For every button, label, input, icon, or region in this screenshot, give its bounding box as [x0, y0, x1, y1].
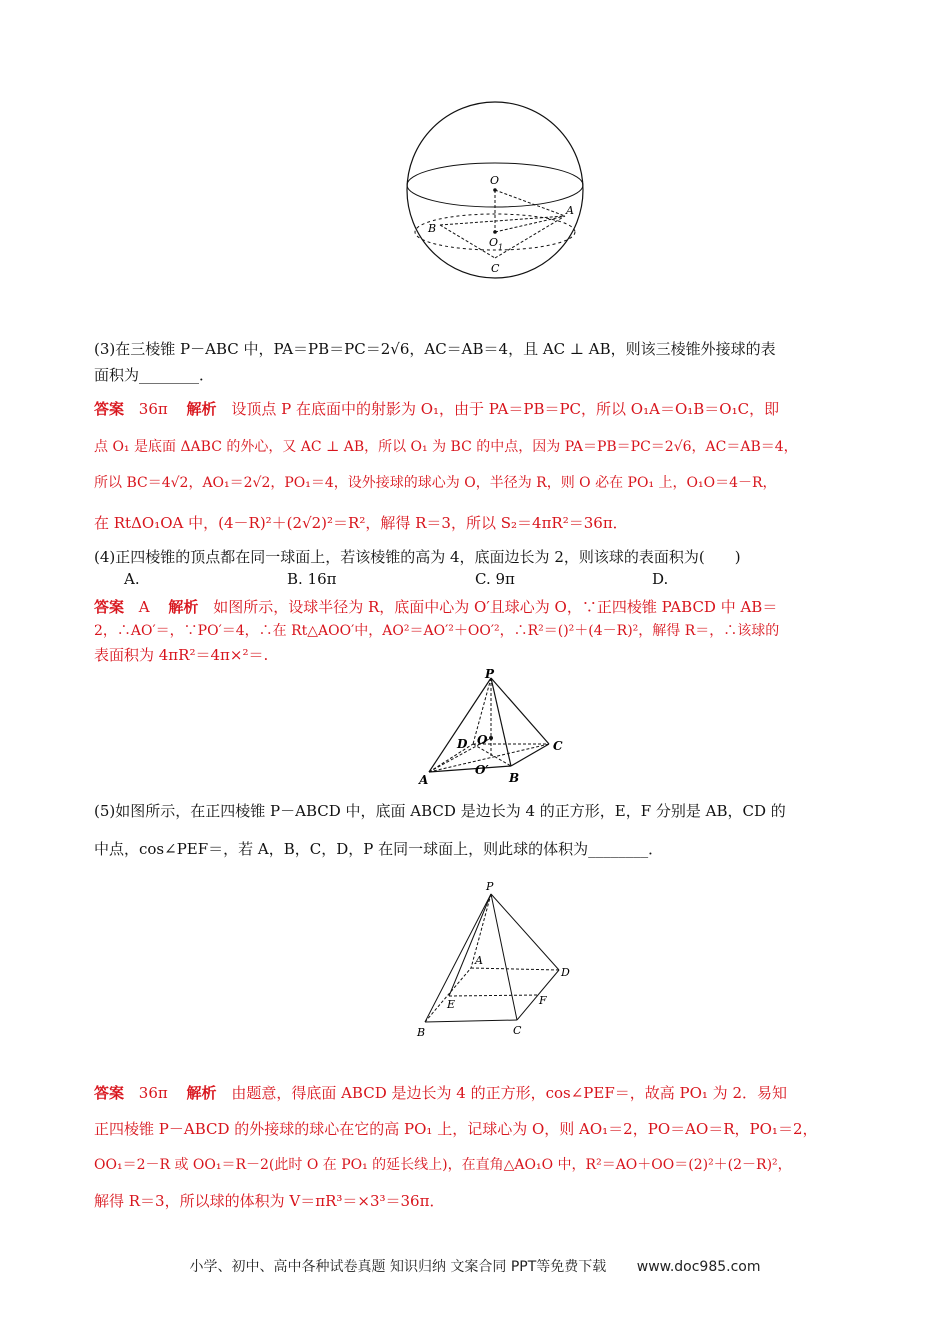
- analysis-text: 设顶点 P 在底面中的射影为 O₁，由于 PA＝PB＝PC，所以 O₁A＝O₁B＝O₁C，即: [231, 400, 780, 418]
- label-d: D: [561, 966, 570, 979]
- label-b: B: [417, 1026, 426, 1039]
- analysis-label: 解析: [186, 400, 217, 418]
- a4-line3: 表面积为 4πR²＝4π×²＝.: [94, 646, 269, 664]
- label-b: B: [509, 771, 520, 785]
- label-o: O: [477, 733, 488, 747]
- sphere-figure: [400, 100, 600, 290]
- page-footer: [0, 1256, 950, 1276]
- q4-option-a: A.: [124, 570, 140, 588]
- a5-line2: 正四棱锥 P－ABCD 的外接球的球心在它的高 PO₁ 上，记球心为 O，则 AO₁＝2，PO＝AO＝R，PO₁＝2，: [94, 1120, 818, 1138]
- answer-value: 36π: [138, 400, 168, 418]
- a5-line1: [94, 1082, 864, 1104]
- label-c: C: [491, 262, 500, 275]
- label-f: F: [539, 994, 547, 1007]
- q3-line2: 面积为________．: [94, 366, 215, 384]
- analysis-text: 如图所示，设球半径为 R，底面中心为 O′且球心为 O，∵正四棱锥 PABCD 中 AB＝: [213, 598, 778, 616]
- label-a: A: [566, 204, 574, 217]
- q3-line1: (3)在三棱锥 P－ABC 中，PA＝PB＝PC＝2√6，AC＝AB＝4，且 AC ⊥ AB，则该三棱锥外接球的表: [94, 340, 776, 358]
- answer-label: 答案: [94, 400, 125, 418]
- label-a: A: [419, 773, 429, 787]
- q5-line1: (5)如图所示，在正四棱锥 P－ABCD 中，底面 ABCD 是边长为 4 的正方形，E，F 分别是 AB，CD 的: [94, 802, 786, 820]
- footer-url[interactable]: www.doc985.com: [636, 1259, 761, 1275]
- pyramid-figure-1: [415, 666, 575, 792]
- q4-option-b: B. 16π: [287, 570, 337, 588]
- analysis-label: 解析: [168, 598, 199, 616]
- label-o1-sub: 1: [498, 243, 504, 252]
- label-b: B: [428, 222, 437, 235]
- a3-line2: 点 O₁ 是底面 ΔABC 的外心，又 AC ⊥ AB，所以 O₁ 为 BC 的中点，因为 PA＝PB＝PC＝2√6，AC＝AB＝4，: [94, 439, 798, 455]
- label-p: P: [485, 667, 495, 681]
- q4-option-d: D.: [652, 570, 669, 588]
- label-o1: O: [489, 236, 499, 249]
- label-d: D: [457, 737, 468, 751]
- answer-value: 36π: [138, 1084, 168, 1102]
- label-p: P: [486, 880, 494, 893]
- q4-option-c: C. 9π: [475, 570, 515, 588]
- answer-label: 答案: [94, 598, 125, 616]
- pyramid-figure-2: [405, 876, 595, 1042]
- label-c: C: [513, 1024, 522, 1037]
- a3-line3: 所以 BC＝4√2，AO₁＝2√2，PO₁＝4，设外接球的球心为 O，半径为 R，则 O 必在 PO₁ 上，O₁O＝4－R，: [94, 475, 777, 491]
- answer-value: A: [138, 598, 150, 616]
- a4-line1: [94, 596, 864, 618]
- analysis-text: 由题意，得底面 ABCD 是边长为 4 的正方形，cos∠PEF＝，故高 PO₁ 为 2．易知: [231, 1084, 787, 1102]
- label-c: C: [553, 739, 563, 753]
- a3-line1: [94, 398, 864, 420]
- analysis-label: 解析: [186, 1084, 217, 1102]
- label-o-prime: O′: [475, 763, 489, 777]
- a4-line2: 2，∴AO′＝，∵PO′＝4，∴在 Rt△AOO′中，AO²＝AO′²＋OO′²，∴R²＝()²＋(4－R)²，解得 R＝，∴该球的: [94, 623, 780, 639]
- q5-line2: 中点，cos∠PEF＝，若 A，B，C，D，P 在同一球面上，则此球的体积为________．: [94, 840, 664, 858]
- q4-line1: (4)正四棱锥的顶点都在同一球面上，若该棱锥的高为 4，底面边长为 2，则该球的表面积为( ): [94, 548, 741, 566]
- label-e: E: [447, 998, 456, 1011]
- answer-label: 答案: [94, 1084, 125, 1102]
- label-a: A: [475, 954, 483, 967]
- a5-line3: OO₁＝2－R 或 OO₁＝R－2(此时 O 在 PO₁ 的延长线上)，在直角△AO₁O 中，R²＝AO＋OO＝(2)²＋(2－R)²，: [94, 1157, 792, 1173]
- label-o: O: [490, 174, 500, 187]
- a3-line4: 在 RtΔO₁OA 中，(4－R)²＋(2√2)²＝R²，解得 R＝3，所以 S₂＝4πR²＝36π．: [94, 514, 628, 532]
- a5-line4: 解得 R＝3，所以球的体积为 V＝πR³＝×3³＝36π．: [94, 1192, 445, 1210]
- footer-text: 小学、初中、高中各种试卷真题 知识归纳 文案合同 PPT等免费下载: [189, 1259, 607, 1275]
